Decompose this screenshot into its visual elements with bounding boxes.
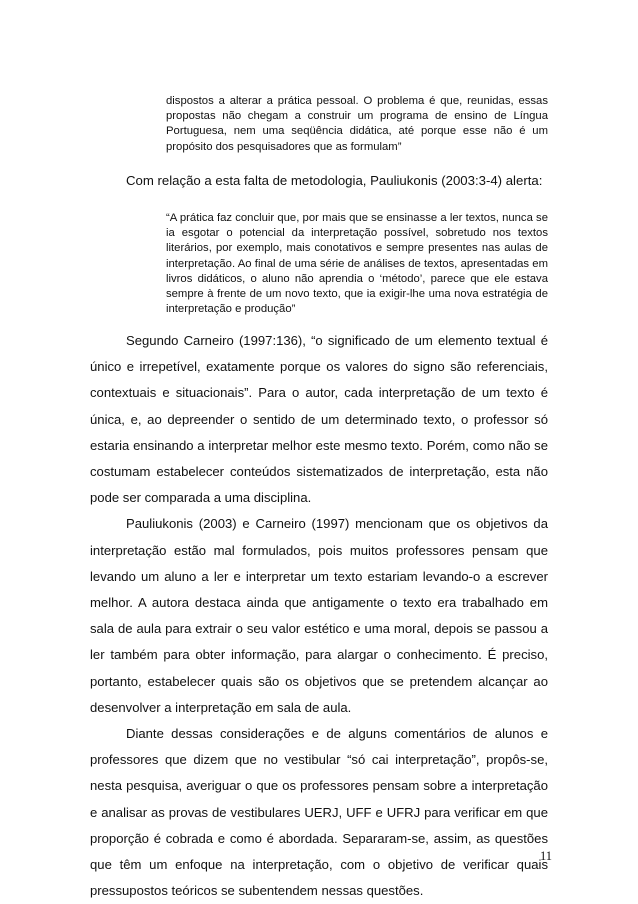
page-number: 11 <box>539 849 552 863</box>
quote-continuation: dispostos a alterar a prática pessoal. O problema é que, reunidas, essas propostas não chegam a construir um programa de ensino de Língua Portuguesa, nem uma seqüência didática, até porque esse não é um propósito dos pesquisadores que as formulam” <box>166 95 548 153</box>
paragraph: Segundo Carneiro (1997:136), “o significado de um elemento textual é único e irrepetível, exatamente porque os valores do signo são referenciais, contextuais e situacionais”. Para o autor, cada interpretação de um texto é única, e, ao depreender o sentido de um determinado texto, o professor só estaria ensinando a interpretar melhor este mesmo texto. Porém, como não se costumam estabelecer conteúdos sistematizados de interpretação, esta não pode ser comparada a uma disciplina. <box>90 333 548 506</box>
body-text <box>90 328 548 904</box>
paragraph: Pauliukonis (2003) e Carneiro (1997) mencionam que os objetivos da interpretação estão mal formulados, pois muitos professores pensam que levando um aluno a ler e interpretar um texto estariam levando-o a escrever melhor. A autora destaca ainda que antigamente o texto era trabalhado em sala de aula para extrair o seu valor estético e uma moral, depois se passou a ler também para obter informação, para alargar o conhecimento. É preciso, portanto, estabelecer quais são os objetivos que se pretendem alcançar ao desenvolver a interpretação em sala de aula. <box>90 516 548 715</box>
paragraph: Diante dessas considerações e de alguns comentários de alunos e professores que dizem que no vestibular “só cai interpretação”, propôs-se, nesta pesquisa, averiguar o que os professores pensam sobre a interpretação e analisar as provas de vestibulares UERJ, UFF e UFRJ para verificar em que proporção é cobrada e como é abordada. Separaram-se, assim, as questões que têm um enfoque na interpretação, com o objetivo de verificar quais pressupostos teóricos se subentendem nessas questões. <box>90 726 548 899</box>
intro-line: Com relação a esta falta de metodologia, Pauliukonis (2003:3-4) alerta: <box>126 173 543 188</box>
block-quote: “A prática faz concluir que, por mais que se ensinasse a ler textos, nunca se ia esgotar o potencial da interpretação possível, sobretudo nos textos literários, por exemplo, mais conotativos e sempre presentes nas aulas de interpretação. Ao final de uma série de análises de textos, apresentadas em livros didáticos, o aluno não aprendia o ‘método’, parece que ele estava sempre à frente de um novo texto, que ia exigir-lhe uma nova estratégia de interpretação e produção” <box>166 212 548 316</box>
